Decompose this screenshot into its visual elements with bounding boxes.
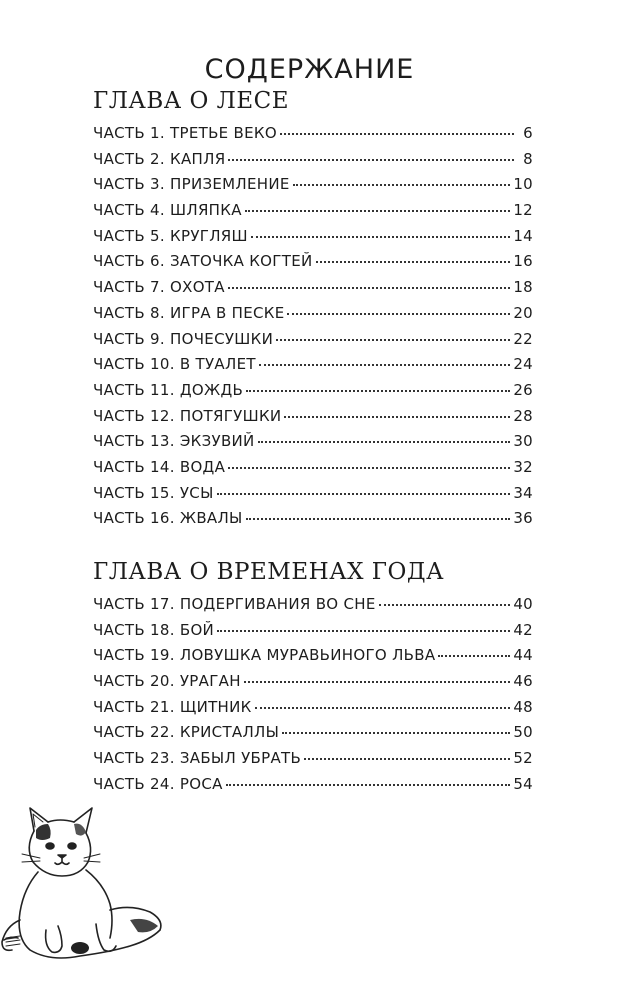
toc-entry-page: 28 [513,406,533,425]
toc-entry-page: 42 [513,620,533,639]
toc-entry [93,304,533,330]
toc-entry-label: ЧАСТЬ 12. ПОТЯГУШКИ [93,406,282,425]
toc-entry-page: 34 [513,483,533,502]
toc-entry [93,458,533,484]
toc-entry [93,330,533,356]
toc-entry-label: ЧАСТЬ 21. ЩИТНИК [93,697,252,716]
toc-entry [93,621,533,647]
dot-leader [255,707,511,709]
toc-entry-label: ЧАСТЬ 9. ПОЧЕСУШКИ [93,329,274,348]
chapter-title: ГЛАВА О ЛЕСЕ [93,88,290,114]
toc-entry-label: ЧАСТЬ 7. ОХОТА [93,278,225,297]
page-title: СОДЕРЖАНИЕ [204,54,415,86]
dot-leader [316,261,511,263]
toc-entry-page: 54 [513,774,533,793]
toc-entry [93,252,533,278]
toc-entry-label: ЧАСТЬ 8. ИГРА В ПЕСКЕ [93,303,285,322]
toc-entry-label: ЧАСТЬ 19. ЛОВУШКА МУРАВЬИНОГО ЛЬВА [93,646,436,665]
toc-entry-page: 24 [513,355,533,374]
dot-leader [280,133,514,135]
toc-entry-page: 8 [523,149,533,168]
dot-leader [293,184,511,186]
dot-leader [287,313,510,315]
dot-leader [246,390,510,392]
dot-leader [228,467,510,469]
dot-leader [259,364,511,366]
toc-entry-page: 14 [513,226,533,245]
toc-entry [93,775,533,801]
cat-icon [0,800,175,965]
toc-entry [93,381,533,407]
toc-entry-label: ЧАСТЬ 24. РОСА [93,774,223,793]
toc-entry-page: 16 [513,252,533,271]
dot-leader [245,210,511,212]
toc-list [93,595,533,801]
chapter-seasons [93,557,533,801]
toc-entry-page: 46 [513,672,533,691]
toc-entry-label: ЧАСТЬ 1. ТРЕТЬЕ ВЕКО [93,124,277,142]
toc-entry-page: 22 [513,329,533,348]
toc-entry-page: 20 [513,303,533,322]
toc-entry [93,407,533,433]
toc-entry-page: 44 [513,646,533,665]
toc-entry-label: ЧАСТЬ 20. УРАГАН [93,672,241,691]
toc-entry-page: 12 [513,201,533,220]
dot-leader [246,518,511,520]
toc-entry-label: ЧАСТЬ 4. ШЛЯПКА [93,201,242,220]
toc-entry-label: ЧАСТЬ 13. ЭКЗУВИЙ [93,432,255,451]
dot-leader [217,493,511,495]
toc-entry [93,595,533,621]
dot-leader [244,681,511,683]
toc-entry [93,484,533,510]
toc-entry [93,124,533,150]
toc-entry-label: ЧАСТЬ 18. БОЙ [93,620,215,639]
toc-entry-label: ЧАСТЬ 3. ПРИЗЕМЛЕНИЕ [93,175,290,194]
dot-leader [251,236,510,238]
toc-entry-label: ЧАСТЬ 10. В ТУАЛЕТ [93,355,256,374]
toc-entry [93,355,533,381]
toc-entry [93,723,533,749]
toc-entry-page: 18 [513,278,533,297]
toc-entry-page: 26 [513,380,533,399]
toc-entry-page: 6 [523,124,533,142]
toc-entry-label: ЧАСТЬ 5. КРУГЛЯШ [93,226,248,245]
toc-entry-label: ЧАСТЬ 22. КРИСТАЛЛЫ [93,723,280,742]
toc-entry [93,150,533,176]
dot-leader [276,339,510,341]
dot-leader [226,784,511,786]
toc-entry-page: 32 [513,457,533,476]
dot-leader [379,604,511,606]
toc-entry [93,278,533,304]
dot-leader [282,732,510,734]
toc-entry-label: ЧАСТЬ 6. ЗАТОЧКА КОГТЕЙ [93,252,313,271]
toc-entry-page: 30 [513,432,533,451]
chapter-title: ГЛАВА О ВРЕМЕНАХ ГОДА [93,559,445,585]
dot-leader [228,287,510,289]
toc-entry [93,509,533,535]
toc-entry-page: 10 [513,175,533,194]
toc-list [93,124,533,535]
toc-entry-label: ЧАСТЬ 16. ЖВАЛЫ [93,509,243,528]
toc-entry [93,432,533,458]
dot-leader [217,630,510,632]
dot-leader [258,441,511,443]
toc-entry-label: ЧАСТЬ 11. ДОЖДЬ [93,380,244,399]
toc-entry-label: ЧАСТЬ 15. УСЫ [93,483,214,502]
toc-entry [93,698,533,724]
dot-leader [284,416,510,418]
toc-entry [93,749,533,775]
dot-leader [438,655,510,657]
toc-entry-label: ЧАСТЬ 14. ВОДА [93,457,226,476]
toc-entry-label: ЧАСТЬ 17. ПОДЕРГИВАНИЯ ВО СНЕ [93,595,376,613]
toc-entry-page: 50 [513,723,533,742]
chapter-forest [93,86,533,535]
toc-entry [93,646,533,672]
toc-entry-page: 36 [513,509,533,528]
toc-entry [93,175,533,201]
toc-entry [93,672,533,698]
toc-entry-label: ЧАСТЬ 23. ЗАБЫЛ УБРАТЬ [93,749,302,768]
toc-entry-page: 52 [513,749,533,768]
dot-leader [304,758,510,760]
dot-leader [228,159,514,161]
toc-entry [93,227,533,253]
toc-entry-page: 40 [513,595,533,613]
toc-entry [93,201,533,227]
toc-entry-page: 48 [513,697,533,716]
toc-entry-label: ЧАСТЬ 2. КАПЛЯ [93,149,226,168]
